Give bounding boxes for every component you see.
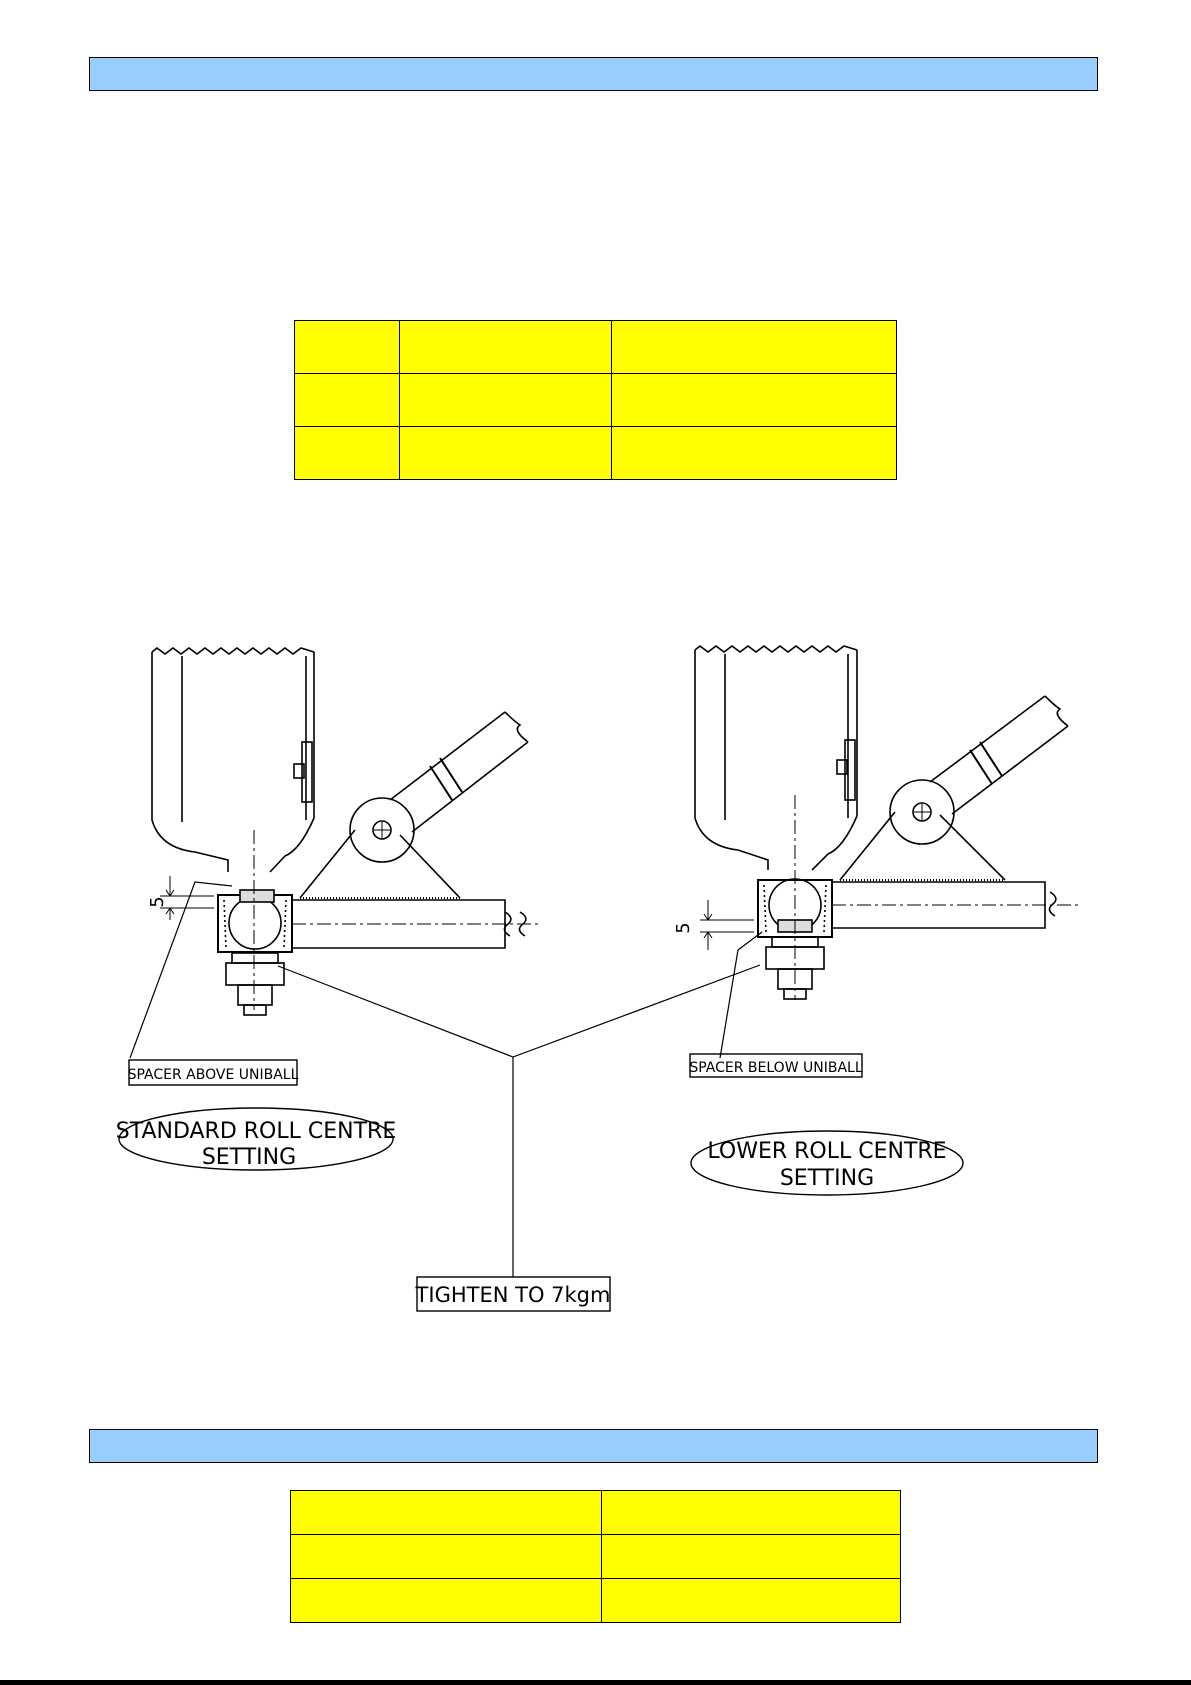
section-header-bar-top <box>89 57 1098 91</box>
table-cell <box>612 427 897 480</box>
table-cell <box>295 374 400 427</box>
table-cell <box>612 374 897 427</box>
table-cell <box>612 321 897 374</box>
page-bottom-border <box>0 1680 1191 1685</box>
table-row <box>295 321 897 374</box>
label-lower-line1: LOWER ROLL CENTRE <box>707 1139 947 1164</box>
section-header-bar-bottom <box>89 1429 1098 1463</box>
table-cell <box>602 1491 901 1535</box>
spec-table-bottom <box>290 1490 901 1623</box>
table-cell <box>602 1535 901 1579</box>
right-upright-assembly <box>695 646 1080 1000</box>
left-upright-assembly <box>152 648 540 1015</box>
table-cell <box>291 1491 602 1535</box>
spec-table-top <box>294 320 897 480</box>
table-cell <box>399 321 612 374</box>
roll-centre-diagram <box>0 560 1191 1320</box>
label-lower-line2: SETTING <box>779 1166 875 1191</box>
table-row <box>291 1491 901 1535</box>
dimension-left-value: 5 <box>147 896 168 908</box>
table-cell <box>295 427 400 480</box>
table-cell <box>399 374 612 427</box>
table-cell <box>295 321 400 374</box>
label-standard-line1: STANDARD ROLL CENTRE <box>115 1119 397 1144</box>
table-cell <box>399 427 612 480</box>
label-spacer-below: SPACER BELOW UNIBALL <box>689 1060 863 1076</box>
table-cell <box>291 1579 602 1623</box>
table-row <box>291 1579 901 1623</box>
table-cell <box>602 1579 901 1623</box>
dimension-right-value: 5 <box>673 922 694 934</box>
label-standard-line2: SETTING <box>201 1145 297 1170</box>
label-spacer-above: SPACER ABOVE UNIBALL <box>127 1067 299 1083</box>
label-torque: TIGHTEN TO 7kgm <box>415 1283 611 1307</box>
table-row <box>295 374 897 427</box>
table-row <box>295 427 897 480</box>
table-cell <box>291 1535 602 1579</box>
table-row <box>291 1535 901 1579</box>
